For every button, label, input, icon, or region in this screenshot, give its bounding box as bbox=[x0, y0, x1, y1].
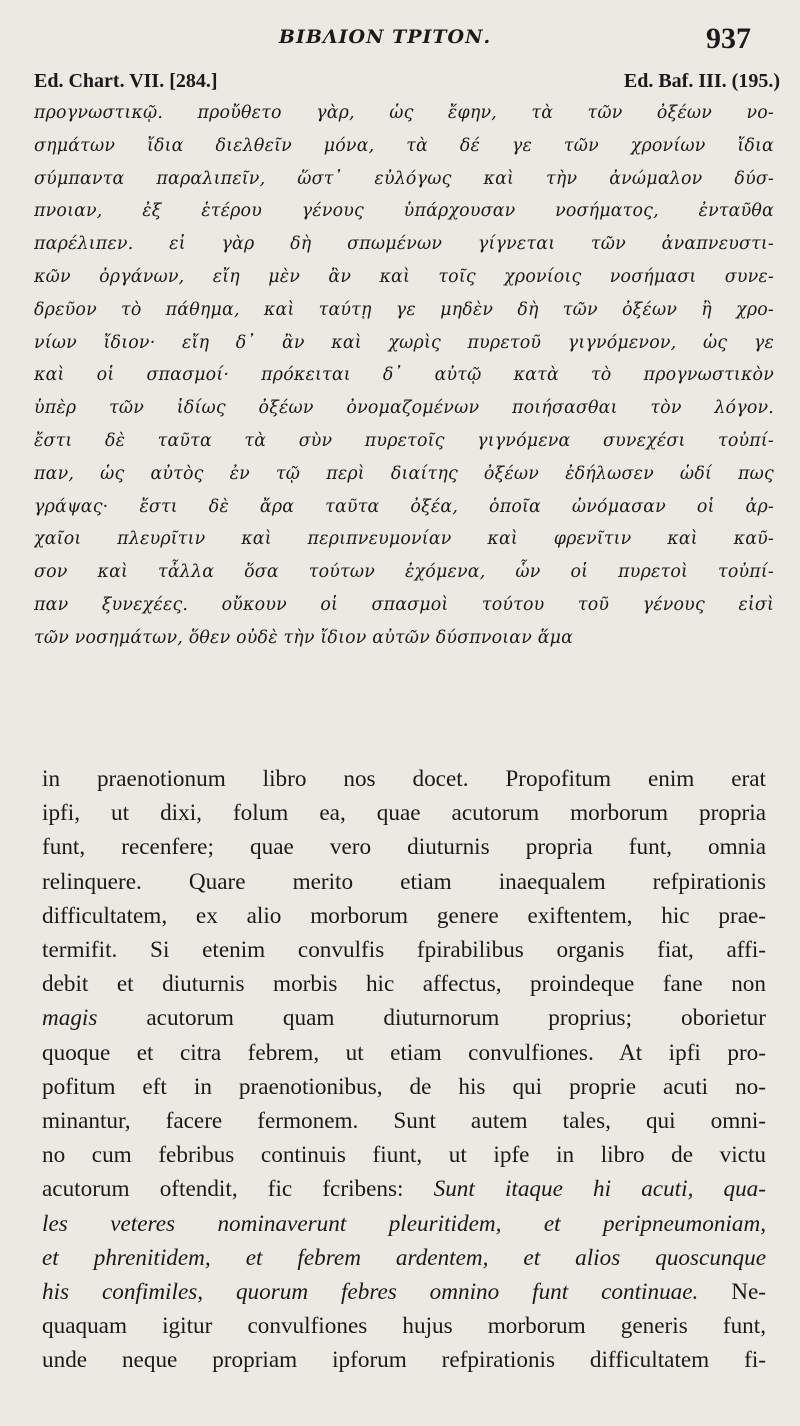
greek-line: σημάτων ἴδια διελθεῖν μόνα, τὰ δέ γε τῶν χρονίων ἴδια bbox=[34, 135, 774, 156]
latin-line bbox=[42, 899, 766, 933]
latin-line bbox=[42, 1241, 766, 1275]
latin-segment: pofitum eft in praenotionibus, de his qui proprie acuti no- bbox=[42, 1073, 766, 1100]
latin-line bbox=[42, 1309, 766, 1343]
greek-line: σον καὶ τἆλλα ὅσα τούτων ἐχόμενα, ὧν οἱ πυρετοὶ τοὐπί- bbox=[34, 562, 774, 583]
latin-italic-segment: les veteres nominaverunt pleuritidem, et peripneumoniam, bbox=[42, 1210, 766, 1237]
latin-segment: relinquere. Quare merito etiam inaequalem refpirationis bbox=[42, 868, 766, 895]
latin-text bbox=[42, 762, 766, 1378]
greek-line: ἔστι δὲ ταῦτα τὰ σὺν πυρετοῖς γιγνόμενα συνεχέσι τοὐπί- bbox=[34, 430, 774, 451]
latin-line bbox=[42, 762, 766, 796]
latin-line bbox=[42, 796, 766, 830]
greek-line: ὑπὲρ τῶν ἰδίως ὀξέων ὀνομαζομένων ποιήσασθαι τὸν λόγον. bbox=[34, 398, 774, 419]
latin-italic-segment: his confimiles, quorum febres omnino funt continuae. bbox=[42, 1279, 699, 1306]
latin-line bbox=[42, 1070, 766, 1104]
latin-segment: acutorum quam diuturnorum proprius; oborietur bbox=[97, 1005, 766, 1032]
latin-segment: in praenotionum libro nos docet. Propofitum enim erat bbox=[42, 766, 766, 792]
greek-line: νίων ἴδιον· εἴη δ᾽ ἂν καὶ χωρὶς πυρετοῦ γιγνόμενον, ὡς γε bbox=[34, 332, 774, 353]
greek-line: πνοιαν, ἐξ ἑτέρου γένους ὑπάρχουσαν νοσήματος, ἐνταῦθα bbox=[34, 201, 774, 222]
latin-line bbox=[42, 865, 766, 899]
latin-segment: quoque et citra febrem, ut etiam convulfiones. At ipfi pro- bbox=[42, 1039, 766, 1066]
latin-line bbox=[42, 830, 766, 864]
latin-line bbox=[42, 1275, 766, 1309]
greek-line: παν ξυνεχέες. οὔκουν οἱ σπασμοὶ τούτου τοῦ γένους εἰσὶ bbox=[34, 594, 774, 615]
greek-line: παν, ὡς αὐτὸς ἐν τῷ περὶ διαίτης ὀξέων ἐδήλωσεν ὡδί πως bbox=[34, 463, 774, 484]
latin-segment: debit et diuturnis morbis hic affectus, proindeque fane non bbox=[42, 971, 766, 998]
greek-line: γράψας· ἔστι δὲ ἄρα ταῦτα ὀξέα, ὁποῖα ὠνόμασαν οἱ ἀρ- bbox=[34, 496, 774, 517]
latin-italic-segment: magis bbox=[42, 1005, 98, 1032]
greek-line: δρεῦον τὸ πάθημα, καὶ ταύτῃ γε μηδὲν δὴ τῶν ὀξέων ἢ χρο- bbox=[34, 299, 774, 320]
greek-line: παρέλιπεν. εἰ γὰρ δὴ σπωμένων γίγνεται τῶν ἀναπνευστι- bbox=[34, 234, 774, 255]
latin-segment: ipfi, ut dixi, folum ea, quae acutorum morborum propria bbox=[42, 800, 766, 827]
latin-segment: acutorum oftendit, fic fcribens: bbox=[42, 1176, 434, 1203]
latin-italic-segment: et phrenitidem, et febrem ardentem, et alios quoscunque bbox=[42, 1244, 766, 1271]
greek-line: σύμπαντα παραλιπεῖν, ὥστ᾽ εὐλόγως καὶ τὴν ἀνώμαλον δύσ- bbox=[34, 168, 774, 189]
greek-line: κῶν ὀργάνων, εἴη μὲν ἂν καὶ τοῖς χρονίοις νοσήμασι συνε- bbox=[34, 266, 774, 287]
latin-line bbox=[42, 933, 766, 967]
edition-line bbox=[34, 70, 780, 93]
latin-segment: no cum febribus continuis fiunt, ut ipfe in libro de victu bbox=[42, 1142, 766, 1169]
latin-line bbox=[42, 1343, 766, 1377]
latin-line bbox=[42, 1138, 766, 1172]
greek-line: χαῖοι πλευρῖτιν καὶ περιπνευμονίαν καὶ φρενῖτιν καὶ καῦ- bbox=[34, 529, 774, 550]
latin-segment: Ne- bbox=[698, 1279, 766, 1306]
latin-segment: difficultatem, ex alio morborum genere exiftentem, hic prae- bbox=[42, 902, 766, 929]
edition-right: Ed. Baf. III. (195.) bbox=[623, 70, 780, 92]
greek-line: προγνωστικῷ. προὔθετο γὰρ, ὡς ἔφην, τὰ τῶν ὀξέων νο- bbox=[34, 103, 774, 123]
latin-segment: unde neque propriam ipforum refpirationis difficultatem fi- bbox=[42, 1347, 766, 1374]
running-title: BIBΛΙΟΝ ΤΡΙΤΟΝ. bbox=[278, 26, 492, 48]
greek-text bbox=[34, 97, 774, 655]
latin-line bbox=[42, 1036, 766, 1070]
latin-line bbox=[42, 1207, 766, 1241]
latin-segment: funt, recenfere; quae vero diuturnis propria funt, omnia bbox=[42, 834, 766, 861]
latin-line bbox=[42, 967, 766, 1001]
latin-italic-segment: Sunt itaque hi acuti, qua- bbox=[433, 1176, 766, 1203]
latin-line bbox=[42, 1172, 766, 1206]
latin-line bbox=[42, 1001, 766, 1035]
latin-segment: termifit. Si etenim convulfis fpirabilibus organis fiat, affi- bbox=[42, 937, 766, 964]
latin-segment: quaquam igitur convulfiones hujus morborum generis funt, bbox=[42, 1313, 766, 1340]
edition-left: Ed. Chart. VII. [284.] bbox=[34, 70, 218, 92]
latin-segment: minantur, facere fermonem. Sunt autem tales, qui omni- bbox=[42, 1108, 766, 1135]
greek-line: τῶν νοσημάτων, ὅθεν οὐδὲ τὴν ἴδιον αὐτῶν δύσπνοιαν ἅμα bbox=[34, 627, 574, 648]
latin-line bbox=[42, 1104, 766, 1138]
greek-line: καὶ οἱ σπασμοί· πρόκειται δ᾽ αὐτῷ κατὰ τὸ προγνωστικὸν bbox=[34, 365, 774, 386]
page-number: 937 bbox=[706, 22, 751, 55]
